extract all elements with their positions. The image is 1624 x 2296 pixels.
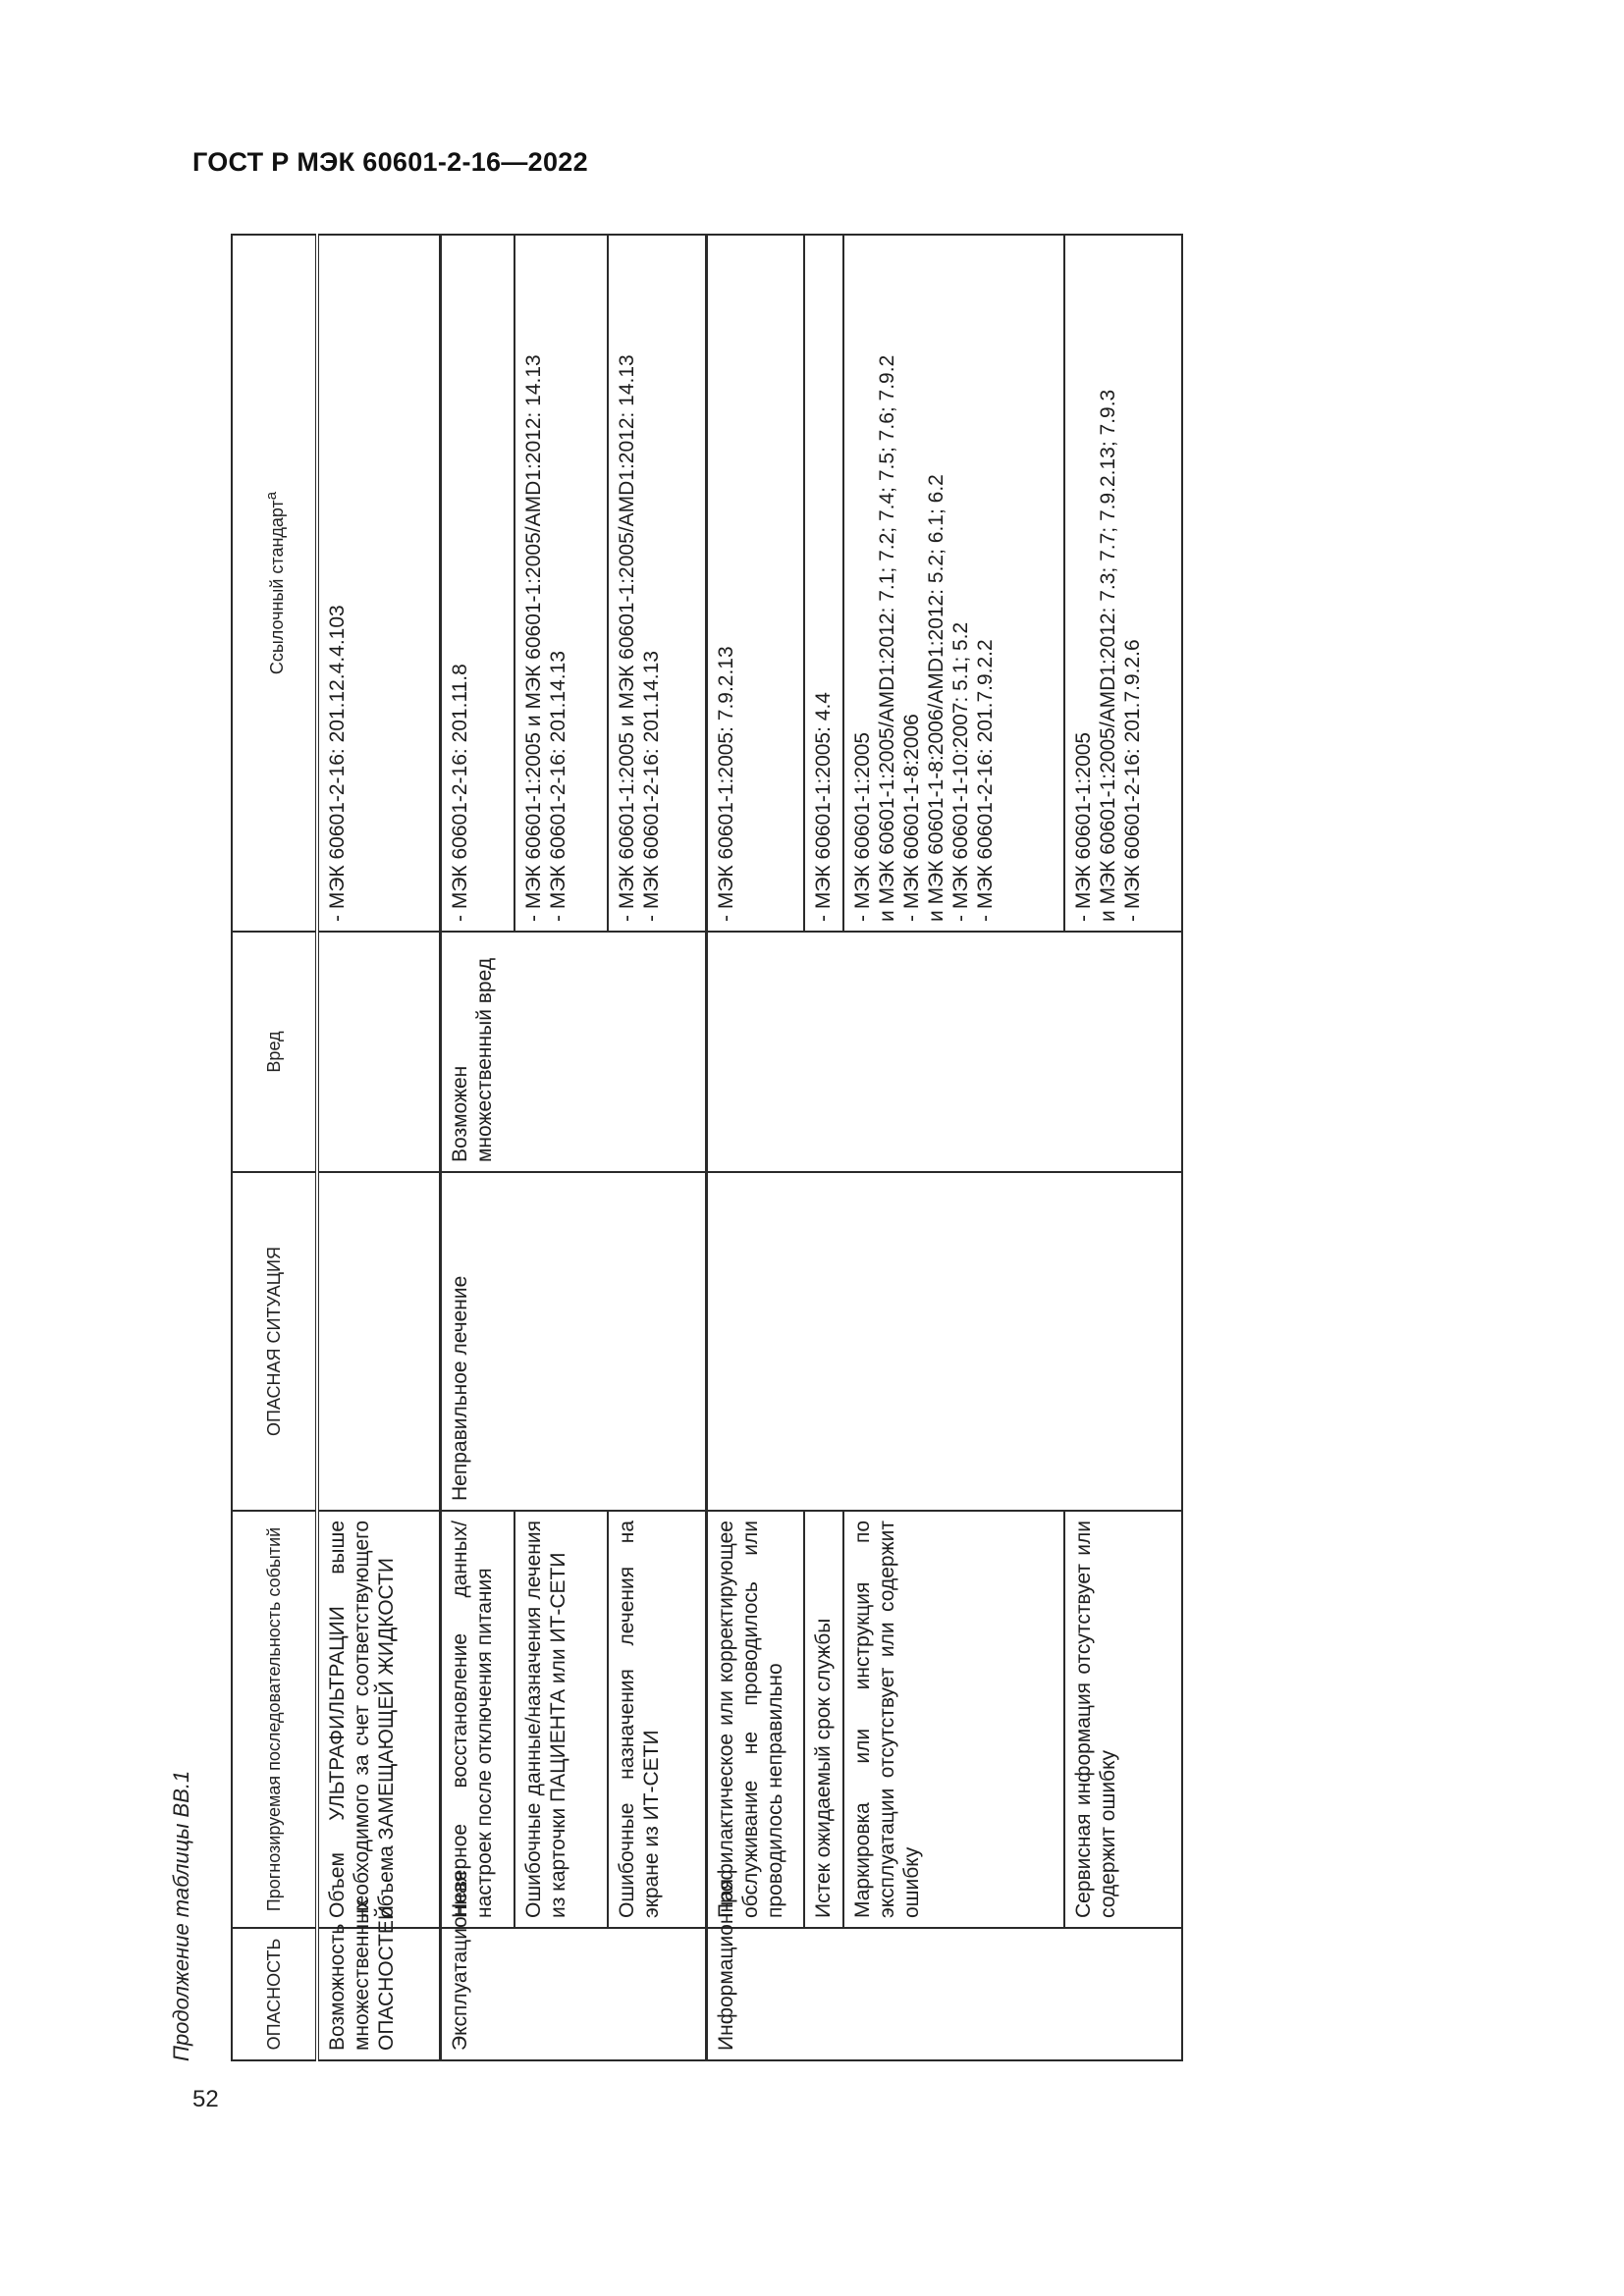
- cell-harm: [706, 932, 1182, 1172]
- reference-line: - МЭК 60601-1:2005: 4.4: [812, 692, 835, 922]
- reference-line: - МЭК 60601-1-10:2007: 5.1; 5.2: [949, 621, 972, 922]
- cell-sequence: Профилактическое или корректирующее обслуживание не проводилось или проводилось неправильно: [706, 1511, 804, 1928]
- cell-situation: [317, 1172, 440, 1511]
- reference-line: - МЭК 60601-2-16: 201.7.9.2.6: [1121, 639, 1144, 922]
- reference-line: - МЭК 60601-2-16: 201.11.8: [448, 664, 471, 922]
- hazard-table: [231, 234, 1183, 2061]
- reference-line: - МЭК 60601-1-8:2006: [900, 714, 923, 922]
- cell-sequence: Истек ожидаемый срок службы: [804, 1511, 843, 1928]
- header-reference: [232, 235, 317, 932]
- cell-harm: Возможен множественный вред: [440, 932, 706, 1172]
- cell-sequence: Неверное восстановление данных/настроек после отключения питания: [440, 1511, 514, 1928]
- reference-line: - МЭК 60601-2-16: 201.12.4.4.103: [326, 605, 349, 922]
- cell-harm: [317, 932, 440, 1172]
- cell-reference: [706, 235, 804, 932]
- reference-line: и МЭК 60601-1-8:2006/AMD1:2012: 5.2; 6.1; 6.2: [925, 474, 947, 922]
- cell-reference: [514, 235, 608, 932]
- reference-line: - МЭК 60601-2-16: 201.14.13: [547, 651, 569, 922]
- cell-reference: [804, 235, 843, 932]
- header-situation: ОПАСНАЯ СИТУАЦИЯ: [232, 1172, 317, 1511]
- header-harm: Вред: [232, 932, 317, 1172]
- reference-line: - МЭК 60601-1:2005: [851, 731, 874, 922]
- header-reference-note: а: [262, 491, 280, 501]
- cell-hazard: Возможность множественных ОПАСНОСТЕЙ: [317, 1928, 440, 2060]
- reference-line: - МЭК 60601-1:2005 и МЭК 60601-1:2005/AMD1:2012: 14.13: [522, 354, 545, 922]
- cell-reference: [317, 235, 440, 932]
- cell-hazard: Эксплуатационная: [440, 1928, 706, 2060]
- cell-reference: [608, 235, 706, 932]
- cell-sequence: Сервисная информация отсутствует или содержит ошибку: [1064, 1511, 1182, 1928]
- reference-line: - МЭК 60601-1:2005: [1072, 731, 1095, 922]
- cell-sequence: Ошибочные назначения лечения на экране из ИТ-СЕТИ: [608, 1511, 706, 1928]
- cell-sequence: Маркировка или инструкция по эксплуатации отсутствует или содержит ошибку: [843, 1511, 1064, 1928]
- rotated-table-area: [169, 236, 1195, 2061]
- cell-hazard: Информационная: [706, 1928, 1182, 2060]
- header-hazard: ОПАСНОСТЬ: [232, 1928, 317, 2060]
- cell-reference: [843, 235, 1064, 932]
- reference-line: и МЭК 60601-1:2005/AMD1:2012: 7.3; 7.7; 7.9.2.13; 7.9.3: [1097, 389, 1119, 922]
- reference-line: - МЭК 60601-1:2005: 7.9.2.13: [714, 646, 737, 922]
- cell-situation: [706, 1172, 1182, 1511]
- cell-sequence: Объем УЛЬТРАФИЛЬТРАЦИИ выше необходимого за счет соответствующего объема ЗАМЕЩАЮЩЕЙ ЖИДКОСТИ: [317, 1511, 440, 1928]
- cell-sequence: Ошибочные данные/назначения лечения из карточки ПАЦИЕНТА или ИТ-СЕТИ: [514, 1511, 608, 1928]
- reference-line: и МЭК 60601-1:2005/AMD1:2012: 7.1; 7.2; 7.4; 7.5; 7.6; 7.9.2: [876, 354, 898, 922]
- header-reference-label: Ссылочный стандарт: [266, 500, 287, 675]
- reference-line: - МЭК 60601-2-16: 201.14.13: [640, 651, 663, 922]
- reference-line: - МЭК 60601-1:2005 и МЭК 60601-1:2005/AMD1:2012: 14.13: [616, 354, 638, 922]
- cell-reference: [1064, 235, 1182, 932]
- table-row: [440, 235, 514, 2060]
- table-row: [706, 235, 804, 2060]
- reference-line: - МЭК 60601-2-16: 201.7.9.2.2: [974, 639, 997, 922]
- document-header: ГОСТ Р МЭК 60601-2-16—2022: [192, 147, 588, 177]
- cell-situation: Неправильное лечение: [440, 1172, 706, 1511]
- cell-reference: [440, 235, 514, 932]
- header-sequence: Прогнозируемая последовательность событий: [232, 1511, 317, 1928]
- table-caption: Продолжение таблицы ВВ.1: [169, 1770, 193, 2061]
- table-header-row: [232, 235, 317, 2060]
- page-number: 52: [192, 2086, 219, 2112]
- table-row: [317, 235, 440, 2060]
